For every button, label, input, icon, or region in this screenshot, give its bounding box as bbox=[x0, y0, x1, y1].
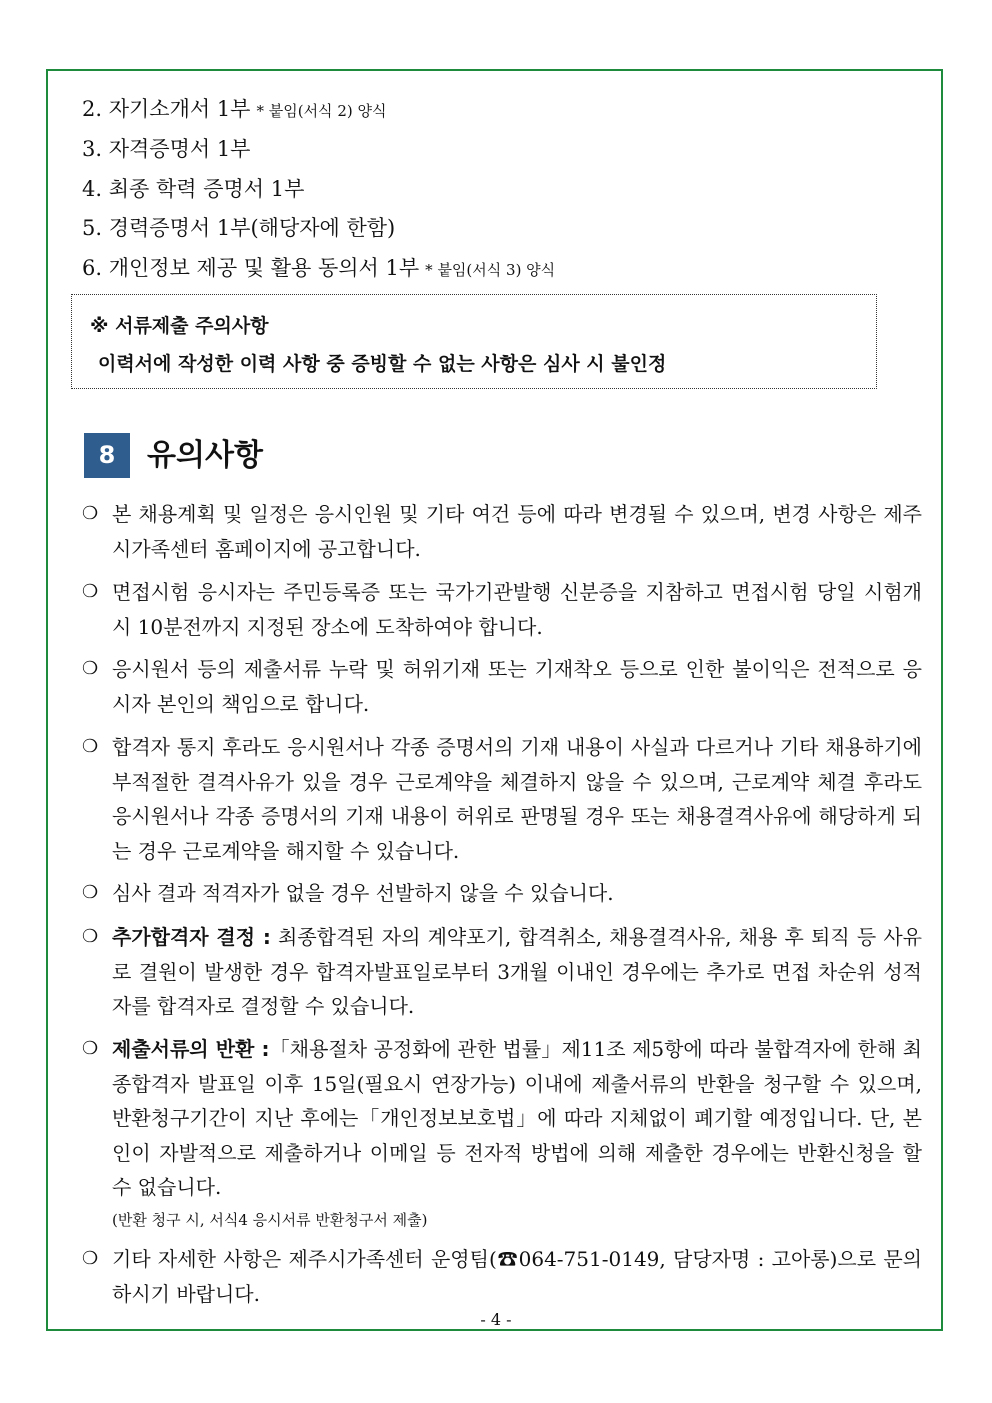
notice-item: ❍ 합격자 통지 후라도 응시원서나 각종 증명서의 기재 내용이 사실과 다르거나 기타 채용하기에 부적절한 결격사유가 있을 경우 근로계약을 체결하지 않을 수 있으며, 근로계약 체결 후라도 응시원서나 각종 증명서의 기재 내용이 허위로 판명될 경우 또는 채용결격사유에 해당하게 되는 경우 근로계약을 해지할 수 있습니다. bbox=[82, 730, 922, 868]
requirement-item: 2. 자기소개서 1부 * 붙임(서식 2) 양식 bbox=[82, 97, 387, 121]
notice-lead: 제출서류의 반환 : bbox=[112, 1037, 270, 1061]
circle-bullet-icon: ❍ bbox=[82, 658, 99, 679]
requirement-item: 5. 경력증명서 1부(해당자에 한함) bbox=[82, 216, 396, 240]
circle-bullet-icon: ❍ bbox=[82, 882, 99, 903]
caution-box bbox=[71, 294, 877, 389]
requirement-item: 3. 자격증명서 1부 bbox=[82, 137, 251, 161]
page-number: - 4 - bbox=[480, 1310, 512, 1329]
notice-lead: 추가합격자 결정 : bbox=[112, 925, 271, 949]
notice-item: ❍ 본 채용계획 및 일정은 응시인원 및 기타 여건 등에 따라 변경될 수 있으며, 변경 사항은 제주시가족센터 홈페이지에 공고합니다. bbox=[82, 497, 922, 566]
notice-item: ❍ 기타 자세한 사항은 제주시가족센터 운영팀(☎064-751-0149, 담당자명 : 고아롱)으로 문의하시기 바랍니다. bbox=[82, 1242, 922, 1311]
circle-bullet-icon: ❍ bbox=[82, 1248, 99, 1269]
requirement-item: 6. 개인정보 제공 및 활용 동의서 1부 * 붙임(서식 3) 양식 bbox=[82, 256, 556, 280]
notice-item: ❍ 심사 결과 적격자가 없을 경우 선발하지 않을 수 있습니다. bbox=[82, 876, 922, 911]
section-number-badge: 8 bbox=[84, 433, 130, 478]
requirement-note: * 붙임(서식 3) 양식 bbox=[425, 261, 556, 279]
circle-bullet-icon: ❍ bbox=[82, 581, 99, 602]
notice-item: ❍ 면접시험 응시자는 주민등록증 또는 국가기관발행 신분증을 지참하고 면접시험 당일 시험개시 10분전까지 지정된 장소에 도착하여야 합니다. bbox=[82, 575, 922, 644]
notice-item: ❍ 제출서류의 반환 :「채용절차 공정화에 관한 법률」제11조 제5항에 따라 불합격자에 한해 최종합격자 발표일 이후 15일(필요시 연장가능) 이내에 제출서류의 반환을 청구할 수 있으며, 반환청구기간이 지난 후에는「개인정보보호법」에 따라 지체없이 폐기할 예정입니다. 단, 본인이 자발적으로 제출하거나 이메일 등 전자적 방법에 의해 제출한 경우에는 반환신청을 할 수 없습니다. (반환 청구 시, 서식4 응시서류 반환청구서 제출) bbox=[82, 1032, 922, 1233]
circle-bullet-icon: ❍ bbox=[82, 1038, 99, 1059]
circle-bullet-icon: ❍ bbox=[82, 926, 99, 947]
section-title: 유의사항 bbox=[147, 438, 263, 473]
requirement-note: * 붙임(서식 2) 양식 bbox=[256, 102, 387, 120]
caution-title: ※ 서류제출 주의사항 bbox=[90, 315, 269, 337]
notice-item: ❍ 응시원서 등의 제출서류 누락 및 허위기재 또는 기재착오 등으로 인한 불이익은 전적으로 응시자 본인의 책임으로 합니다. bbox=[82, 652, 922, 721]
notice-sub-note: (반환 청구 시, 서식4 응시서류 반환청구서 제출) bbox=[112, 1210, 428, 1229]
circle-bullet-icon: ❍ bbox=[82, 736, 99, 757]
caution-body: 이력서에 작성한 이력 사항 중 증빙할 수 없는 사항은 심사 시 불인정 bbox=[98, 353, 667, 375]
notice-item: ❍ 추가합격자 결정 : 최종합격된 자의 계약포기, 합격취소, 채용결격사유, 채용 후 퇴직 등 사유로 결원이 발생한 경우 합격자발표일로부터 3개월 이내인 경우에는 추가로 면접 차순위 성적자를 합격자로 결정할 수 있습니다. bbox=[82, 920, 922, 1024]
circle-bullet-icon: ❍ bbox=[82, 503, 99, 524]
requirement-item: 4. 최종 학력 증명서 1부 bbox=[82, 177, 305, 201]
